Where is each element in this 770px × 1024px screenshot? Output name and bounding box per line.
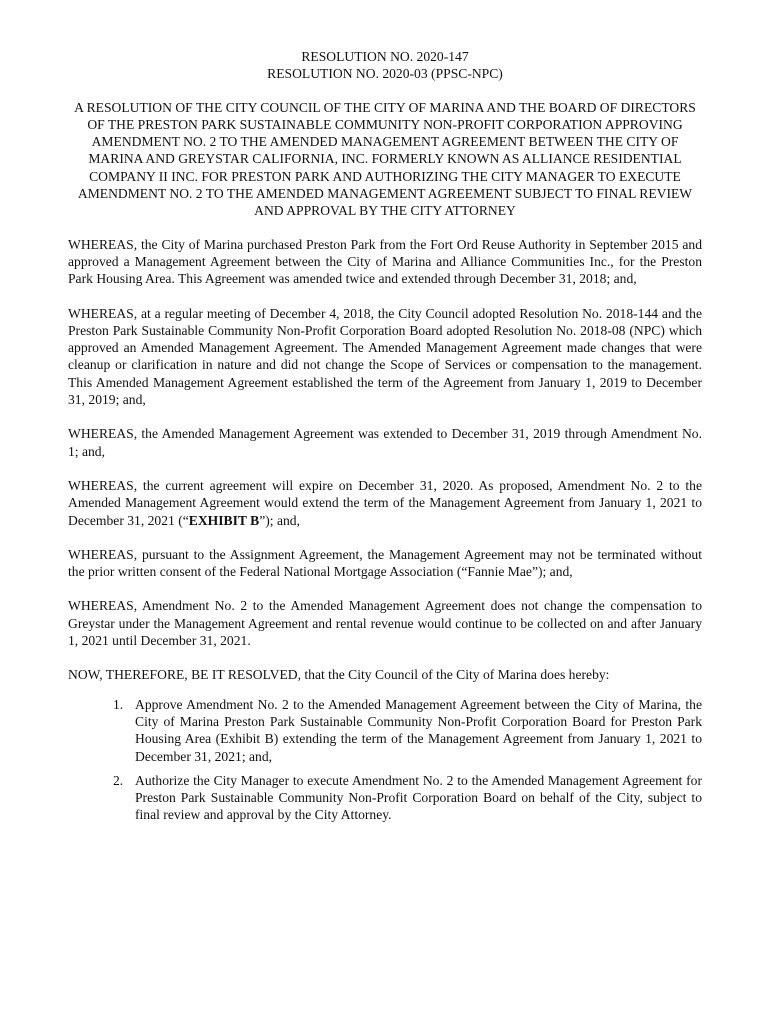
whereas-paragraph-2: WHEREAS, at a regular meeting of December 4, 2018, the City Council adopted Resolution No. 2018-144 and the Preston Park Sustainable Community Non-Profit Corporation Board adopted Resolution No. 2018-08 (NPC) which approved an Amended Management Agreement. The Amended Management Agreement made changes that were cleanup or clarification in nature and did not change the Scope of Services or compensation to the management. This Amended Management Agreement established the term of the Agreement from January 1, 2019 to December 31, 2019; and, <box>68 305 702 408</box>
list-item-number: 2. <box>113 772 124 788</box>
whereas-paragraph-4-tail: ”); and, <box>259 512 300 528</box>
resolution-number-2: RESOLUTION NO. 2020-03 (PPSC-NPC) <box>267 66 503 82</box>
list-item-text: Approve Amendment No. 2 to the Amended Management Agreement between the City of Marina, the City of Marina Preston Park Sustainable Community Non-Profit Corporation Board for Preston Park Housing Area (Exhibit B) extending the term of the Management Agreement from January 1, 2021 to December 31, 2021; and, <box>135 696 702 764</box>
document-page <box>68 48 702 831</box>
list-item <box>68 696 702 765</box>
list-item-text: Authorize the City Manager to execute Amendment No. 2 to the Amended Management Agreement for Preston Park Sustainable Community Non-Profit Corporation Board on behalf of the City, subject to final review and approval by the City Attorney. <box>135 772 702 823</box>
list-item-number: 1. <box>113 696 124 712</box>
exhibit-b-reference: EXHIBIT B <box>188 512 260 528</box>
whereas-paragraph-3: WHEREAS, the Amended Management Agreement was extended to December 31, 2019 through Amendment No. 1; and, <box>68 426 702 459</box>
whereas-paragraph-4 <box>68 477 702 529</box>
whereas-paragraph-4-text: WHEREAS, the current agreement will expire on December 31, 2020. As proposed, Amendment No. 2 to the Amended Management Agreement would extend the term of the Management Agreement from January 1, 2021 to December 31, 2021 (“ <box>68 477 702 528</box>
resolved-list <box>68 696 702 824</box>
resolved-intro: NOW, THEREFORE, BE IT RESOLVED, that the City Council of the City of Marina does hereby: <box>68 667 610 683</box>
whereas-paragraph-1: WHEREAS, the City of Marina purchased Preston Park from the Fort Ord Reuse Authority in September 2015 and approved a Management Agreement between the City of Marina and Alliance Communities Inc., for the Preston Park Housing Area. This Agreement was amended twice and extended through December 31, 2018; and, <box>68 236 702 287</box>
resolution-numbers <box>68 48 702 83</box>
list-item <box>68 772 702 824</box>
resolution-number-1: RESOLUTION NO. 2020-147 <box>301 49 469 64</box>
whereas-paragraph-6: WHEREAS, Amendment No. 2 to the Amended Management Agreement does not change the compensation to Greystar under the Management Agreement and rental revenue would continue to be collected on and after January 1, 2021 until December 31, 2021. <box>68 598 702 649</box>
resolution-title: A RESOLUTION OF THE CITY COUNCIL OF THE CITY OF MARINA AND THE BOARD OF DIRECTORS OF THE PRESTON PARK SUSTAINABLE COMMUNITY NON-PROFIT CORPORATION APPROVING AMENDMENT NO. 2 TO THE AMENDED MANAGEMENT AGREEMENT BETWEEN THE CITY OF MARINA AND GREYSTAR CALIFORNIA, INC. FORMERLY KNOWN AS ALLIANCE RESIDENTIAL COMPANY II INC. FOR PRESTON PARK AND AUTHORIZING THE CITY MANAGER TO EXECUTE AMENDMENT NO. 2 TO THE AMENDED MANAGEMENT AGREEMENT SUBJECT TO FINAL REVIEW AND APPROVAL BY THE CITY ATTORNEY <box>74 99 696 219</box>
whereas-paragraph-5: WHEREAS, pursuant to the Assignment Agreement, the Management Agreement may not be terminated without the prior written consent of the Federal National Mortgage Association (“Fannie Mae”); and, <box>68 546 702 580</box>
